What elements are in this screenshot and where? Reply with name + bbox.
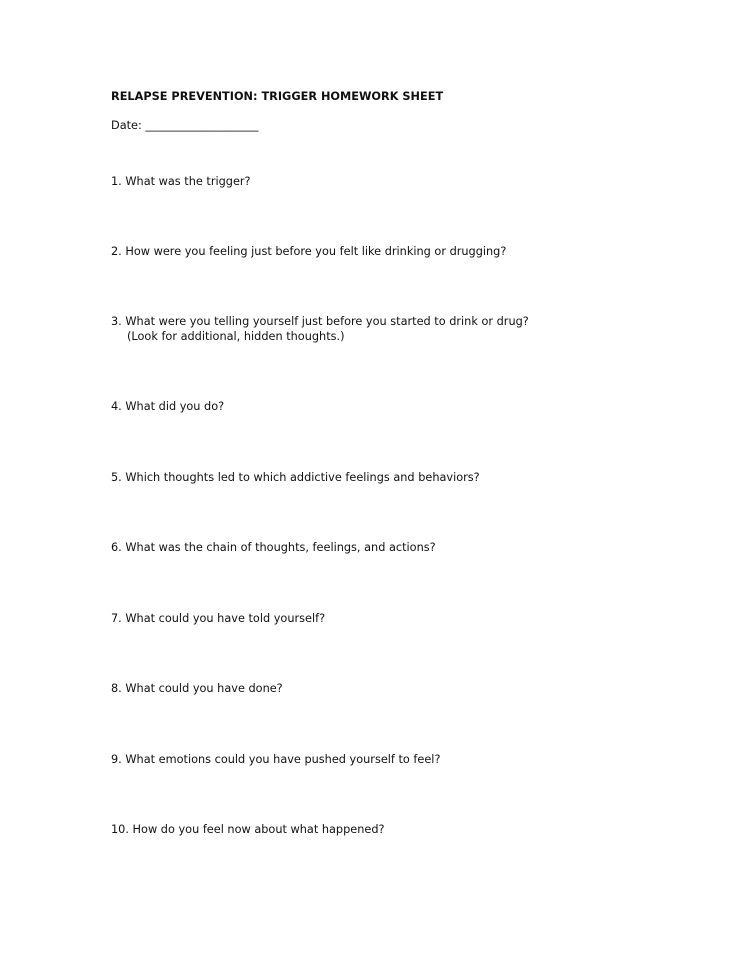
question-4: 4. What did you do? [111,400,225,413]
question-3: 3. What were you telling yourself just before you started to drink or drug? [111,315,529,328]
question-1: 1. What was the trigger? [111,175,251,188]
question-3-note: (Look for additional, hidden thoughts.) [127,330,345,343]
question-9: 9. What emotions could you have pushed yourself to feel? [111,753,441,766]
question-2: 2. How were you feeling just before you felt like drinking or drugging? [111,245,507,258]
question-8: 8. What could you have done? [111,682,283,695]
question-10: 10. How do you feel now about what happened? [111,823,385,836]
question-7: 7. What could you have told yourself? [111,612,326,625]
page-title: RELAPSE PREVENTION: TRIGGER HOMEWORK SHEET [111,90,444,103]
date-field: Date: ____________________ [111,119,259,132]
question-6: 6. What was the chain of thoughts, feelings, and actions? [111,541,436,554]
question-5: 5. Which thoughts led to which addictive feelings and behaviors? [111,471,480,484]
